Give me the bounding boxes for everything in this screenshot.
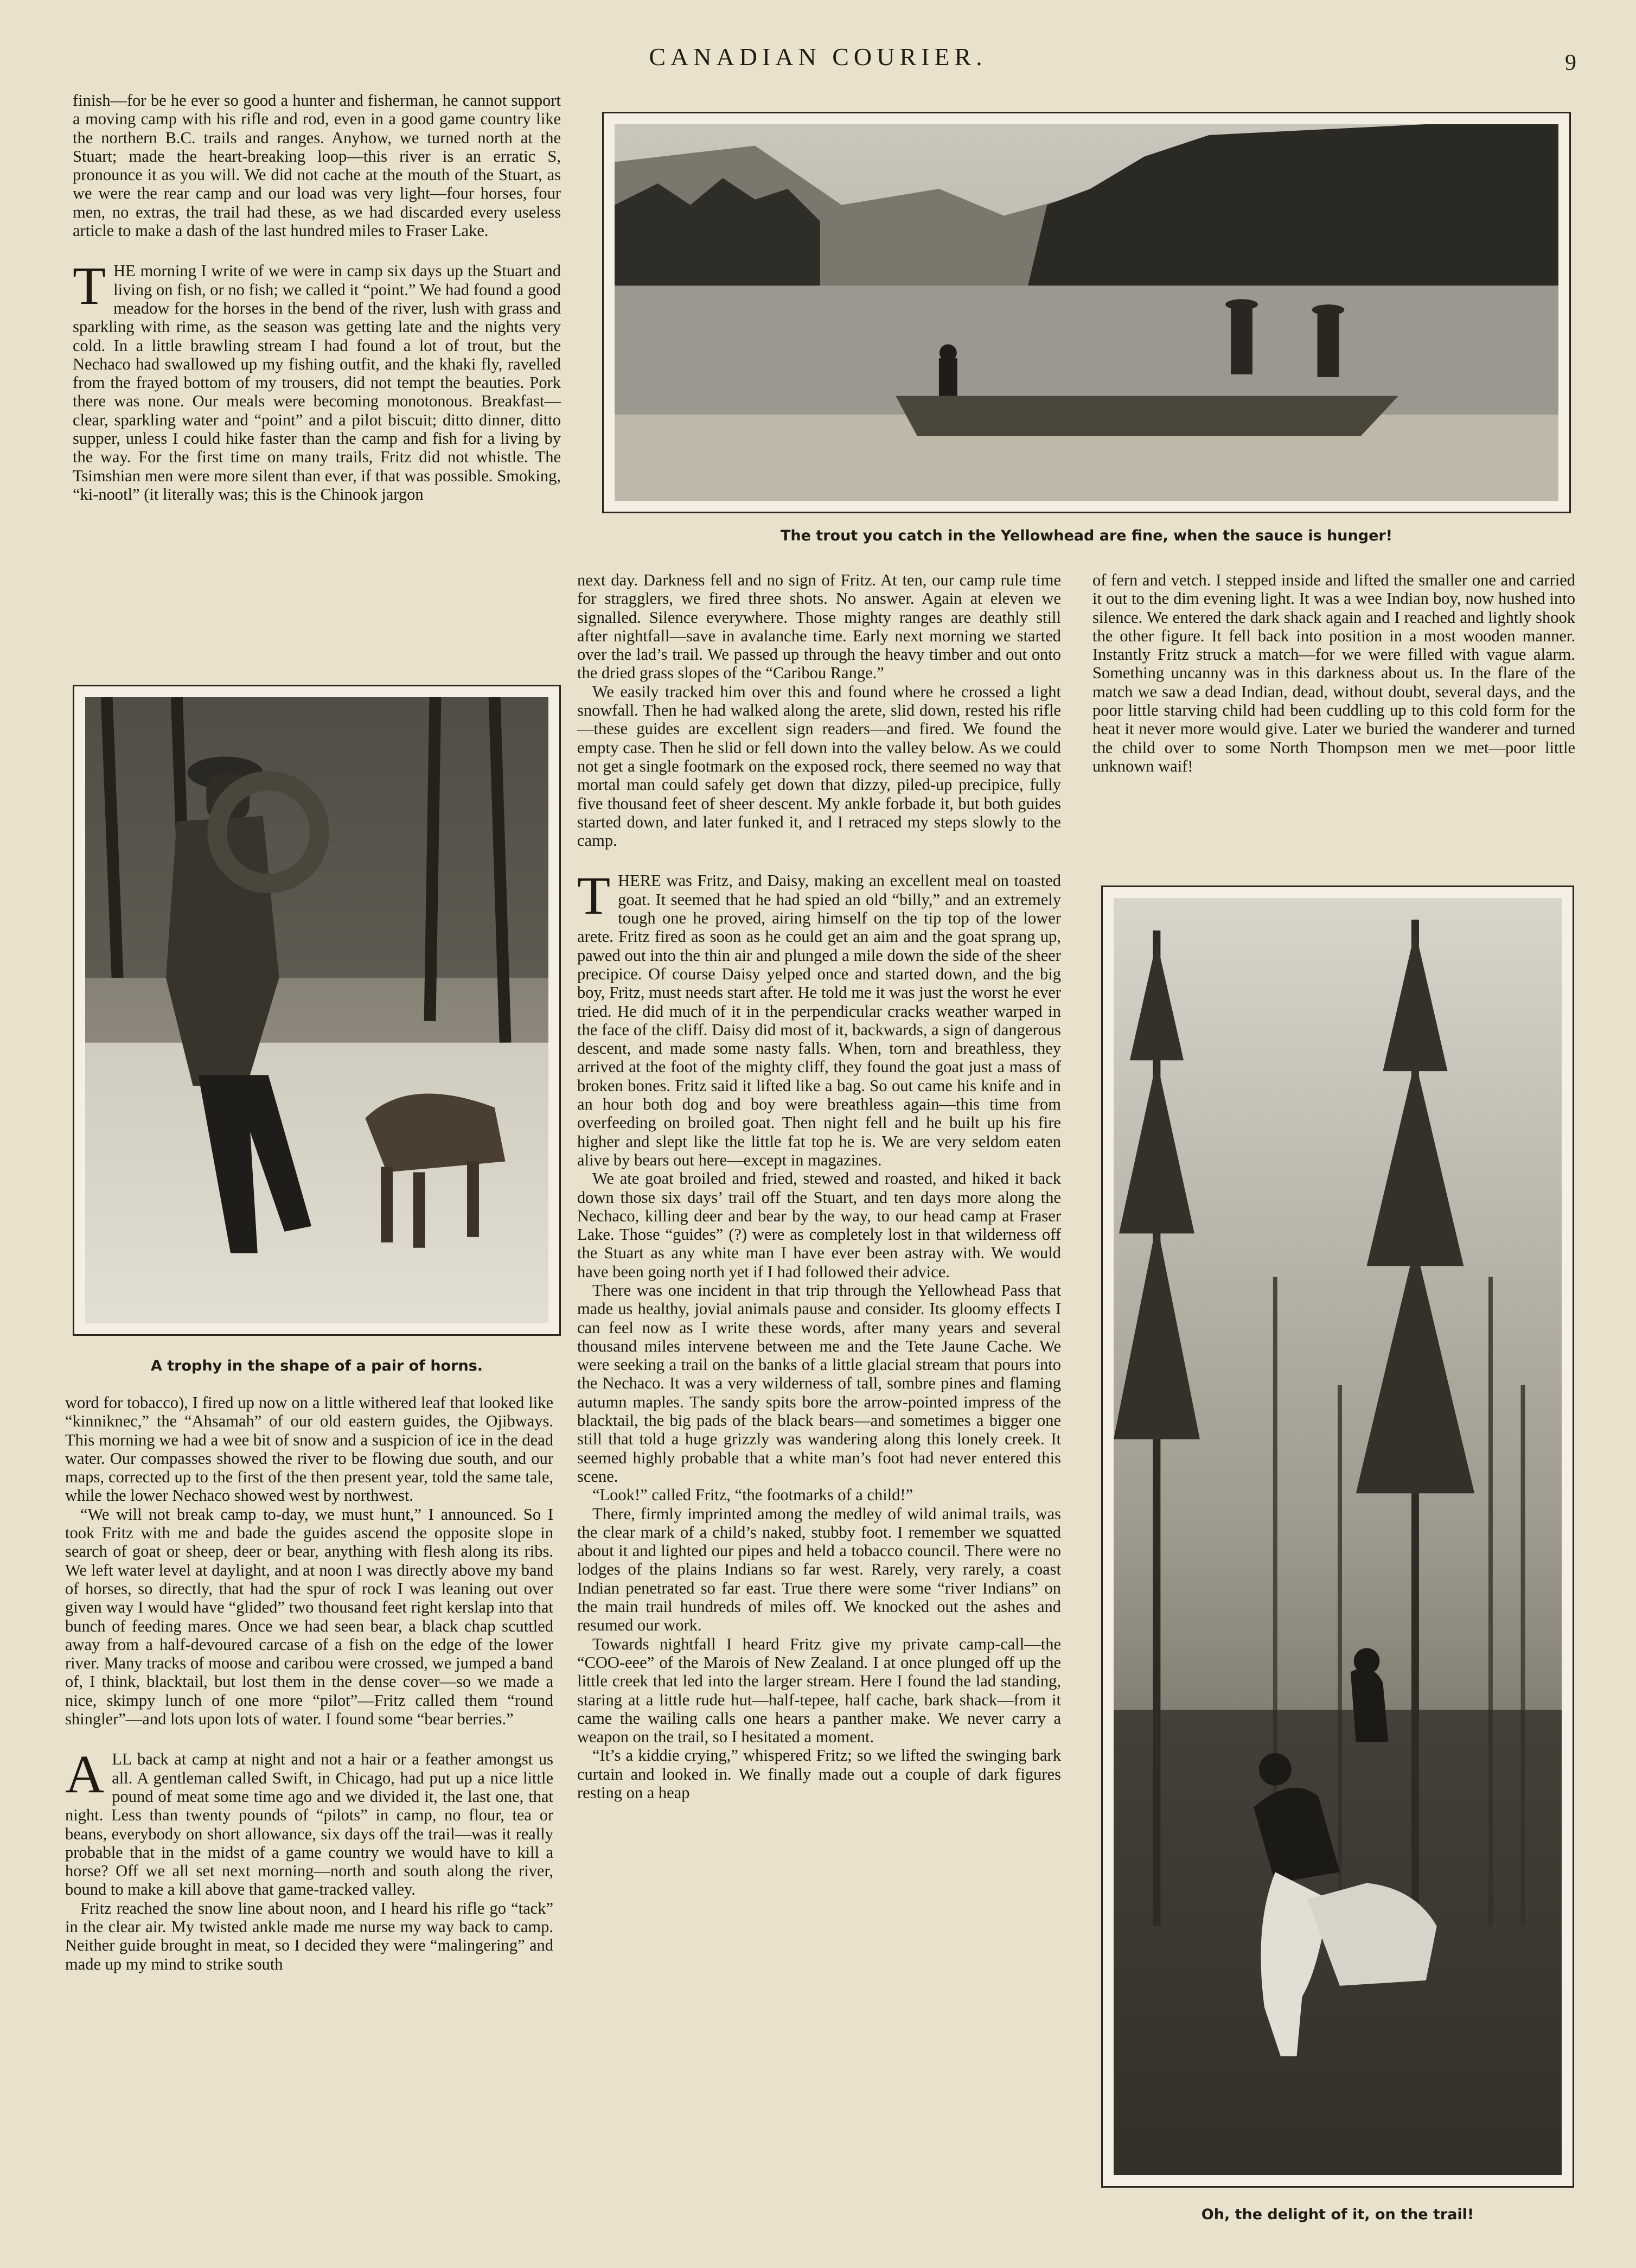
trout-photo [602,112,1571,513]
paragraph: next day. Darkness fell and no sign of Fritz. At ten, our camp rule time for stragglers, we fired three shots. No answer. Again at eleven we signalled. Silence everywhere. Those mighty ranges are deathly still after nightfall—save in avalanche time. Early next morning we started over the lad’s trail. We passed up through the heavy timber and out onto the dried grass slopes of the “Caribou Range.” [577,571,1061,683]
drop-cap: T [577,865,611,926]
column-2 [577,571,1061,1802]
paragraph: “We will not break camp to-day, we must hunt,” I announced. So I took Fritz with me and bade the guides ascend the opposite slope in search of goat or sheep, deer or bear, anything with flesh along its ribs. We left water level at daylight, and at noon I was directly above my band of horses, so directly, that had the spur of rock I was leaning out over given way I would have “glided” two thousand feet right kerslap into that bunch of feeding mares. Once we had seen bear, a black chap scuttled away from a half-devoured carcase of a fish on the edge of the lower river. Many tracks of moose and caribou were crossed, we jumped a band of, I think, blacktail, but lost them in the dense cover—so we made a nice, skimpy lunch of one more “pilot”—Fritz called them “round shingler”—and lots upon lots of water. I found some “bear berries.” [65,1505,553,1729]
page-number: 9 [1565,50,1576,75]
paragraph: THERE was Fritz, and Daisy, making an excellent meal on toasted goat. It seemed that he had spied an old “billy,” and an extremely tough one he proved, airing himself on the tip top of the lower arete. Fritz fired as soon as he could get an aim and the goat sprang up, pawed out into the thin air and plunged a mile down the side of the sheer precipice. Of course Daisy yelped once and started down, and the big boy, Fritz, must needs start after. He told me it was just the worst he ever tried. He did much of it in the perpendicular cracks weather warped in the face of the cliff. Daisy did most of it, backwards, a sign of dangerous descent, and made some nasty falls. When, torn and breathless, they arrived at the foot of the mighty cliff, they found the goat just a mass of broken bones. Fritz said it lifted like a bag. So out came his knife and in an hour both dog and boy were breathless again—this time from overfeeding on broiled goat. Then night fell and he built up his fire higher and slept like the little fat top he is. We are very seldom eaten alive by bears out here—except in magazines. [577,865,1061,1169]
riders-on-trail-image [1114,898,1562,2175]
trout-caption: The trout you catch in the Yellowhead are fine, when the sauce is hunger! [780,527,1393,544]
hunter-with-dog-image [85,697,548,1323]
drop-cap: A [65,1744,105,1805]
paragraph: “It’s a kiddie crying,” whispered Fritz; so we lifted the swinging bark curtain and looked in. We finally made out a couple of dark figures resting on a heap [577,1746,1061,1802]
paragraph: There was one incident in that trip through the Yellowhead Pass that made us healthy, jovial animals pause and consider. Its gloomy effects I can feel now as I write these words, after many years and several thousand miles intervene between me and the Tete Jaune Cache. We were seeking a trail on the banks of a little glacial stream that pours into the Nechaco. It was a very wilderness of tall, sombre pines and flaming autumn maples. The sandy spits bore the arrow-pointed impress of the blacktail, the big pads of the black bears—and sometimes a bigger one still that told a huge grizzly was wandering along this lonely creek. It seemed highly probable that a white man’s foot had never entered this scene. [577,1280,1061,1486]
paragraph: word for tobacco), I fired up now on a little withered leaf that looked like “kinniknec,” the “Ahsamah” of our old eastern guides, the Ojibways. This morning we had a wee bit of snow and a suspicion of ice in the dead water. Our compasses showed the river to be flowing due south, and our maps, corrected up to the first of the then present year, told the same tale, while the lower Nechaco showed west by northwest. [65,1393,553,1505]
paragraph: “Look!” called Fritz, “the footmarks of a child!” [592,1486,913,1505]
paragraph: There, firmly imprinted among the medley of wild animal trails, was the clear mark of a child’s naked, stubby foot. I remember we squatted about it and lighted our pipes and held a tobacco council. There were no lodges of the plains Indians so far west. Rarely, very rarely, a coast Indian penetrated so far east. True there were some “river Indians” on the main trail hundreds of miles off. We knocked out the ashes and resumed our work. [577,1504,1061,1635]
paragraph: THE morning I write of we were in camp six days up the Stuart and living on fish, or no fish; we called it “point.” We had found a good meadow for the horses in the bend of the river, lush with grass and sparkling with rime, as the season was getting late and the nights very cold. In a little brawling stream I had found a lot of trout, but the Nechaco had swallowed up my fishing outfit, and the khaki fly, ravelled from the frayed bottom of my trousers, did not tempt the beauties. Pork there was none. Our meals were becoming monotonous. Breakfast—clear, sparkling water and “point” and a pilot biscuit; ditto dinner, ditto supper, unless I could hike faster than the camp and fish for a living by the way. For the first time on many trails, Fritz did not whistle. The Tsimshian men were more silent than ever, if that was possible. Smoking, “ki-nootl” (it literally was; this is the Chinook jargon [73,256,561,504]
paragraph: ALL back at camp at night and not a hair or a feather amongst us all. A gentleman called Swift, in Chicago, had put up a nice little pound of meat some time ago and we divided it, the last one, that night. Less than twenty pounds of “pilots” in camp, no flour, tea or beans, everybody on short allowance, six days off the trail—was it really probable that in the midst of a game country we would have to kill a horse? Off we all set next morning—north and south along the river, bound to make a kill above that game-tracked valley. [65,1744,553,1899]
trophy-caption: A trophy in the shape of a pair of horns. [150,1358,483,1374]
column-1-bottom [65,1393,553,1973]
drop-cap: T [73,256,106,316]
paragraph: Fritz reached the snow line about noon, and I heard his rifle go “tack” in the clear air. My twisted ankle made me nurse my way back to camp. Neither guide brought in meat, so I decided they were “malingering” and made up my mind to strike south [65,1899,553,1973]
trail-caption: Oh, the delight of it, on the trail! [1201,2206,1474,2223]
column-3 [1092,571,1575,775]
paragraph: We ate goat broiled and fried, stewed and roasted, and hiked it back down those six days’ trail off the Stuart, and ten days more along the Nechaco, killing deer and bear by the way, to our head camp at Fraser Lake. Those “guides” (?) were as completely lost in that wilderness off the Stuart as any white man I have ever been astray with. We would have been going north yet if I had followed their advice. [577,1169,1061,1281]
river-boat-image [615,124,1558,501]
paragraph: finish—for be he ever so good a hunter and fisherman, he cannot support a moving camp with his rifle and rod, even in a good game country like the northern B.C. trails and ranges. Anyhow, we turned north at the Stuart; made the heart-breaking loop—this river is an erratic S, pronounce it as you will. We did not cache at the mouth of the Stuart, as we were the rear camp and our load was very light—four horses, four men, no extras, the trail had these, as we had discarded every useless article to make a dash of the last hundred miles to Fraser Lake. [73,91,561,240]
trophy-photo [73,685,561,1336]
masthead: CANADIAN COURIER. [649,43,987,71]
paragraph: We easily tracked him over this and found where he crossed a light snowfall. Then he had walked along the arete, slid down, rested his rifle—these guides are excellent sign readers—and fired. We found the empty case. Then he slid or fell down into the valley below. As we could not get a single footmark on the exposed rock, there seemed no way that mortal man could safely get down that dizzy, piled-up precipice, fully five thousand feet of sheer descent. My ankle forbade it, but both guides started down, and later funked it, and I retraced my steps slowly to the camp. [577,682,1061,850]
paragraph: Towards nightfall I heard Fritz give my private camp-call—the “COO-eee” of the Marois of New Zealand. I at once plunged off up the little creek that led into the larger stream. Here I found the lad standing, staring at a little rude hut—half-tepee, half cache, bark shack—from it came the wailing calls one hears a panther make. We never carry a weapon on the trail, so I hesitated a moment. [577,1634,1061,1747]
trail-photo [1101,885,1574,2188]
column-1-top [73,91,561,504]
paragraph: of fern and vetch. I stepped inside and lifted the smaller one and carried it out to the dim evening light. It was a wee Indian boy, now hushed into silence. We entered the dark shack again and I reached and lightly shook the other figure. It fell back into position in a most wooden manner. Instantly Fritz struck a match—for we were filled with vague alarm. Something uncanny was in this darkness about us. In the flare of the match we saw a dead Indian, dead, without doubt, several days, and the poor little starving child had been cuddling up to this cold form for the heat it never more would give. Later we buried the wanderer and turned the child over to some North Thompson men we met—poor little unknown waif! [1092,571,1575,775]
